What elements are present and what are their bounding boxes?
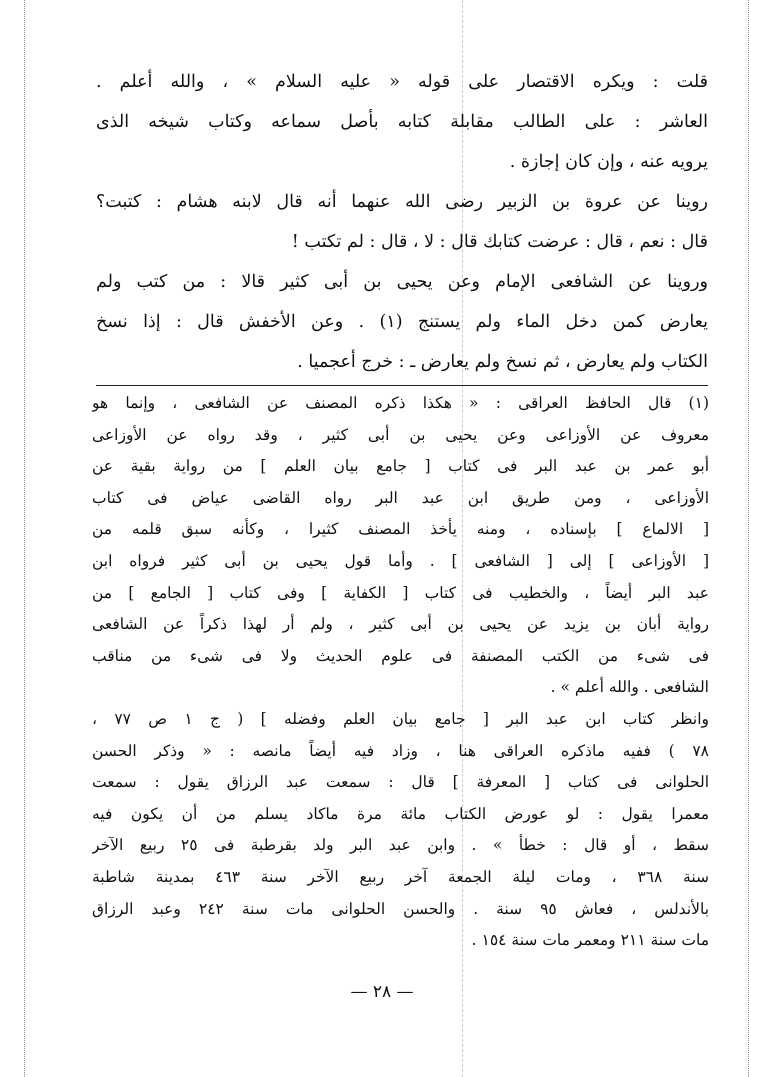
footnote-line: ٧٨ ) ففيه ماذكره العراقى هنا ، وزاد فيه أيضاً مانصه : « وذكر الحسن [92,741,709,760]
footnote-line: معروف عن الأوزاعى وعن يحيى بن أبى كثير ، وقد رواه عن الأوزاعى [92,425,709,444]
footnote-line: [ الالماع ] بإسناده ، ومنه يأخذ المصنف كثيرا ، وكأنه سبق قلمه من [92,520,709,539]
footnote-line: معمرا يقول : لو عورض الكتاب مائة مرة ماكاد يسلم من أن يكون فيه [92,804,709,823]
right-page-edge [748,0,749,1077]
footnote-line: (١) قال الحافظ العراقى : « هكذا ذكره المصنف عن الشافعى ، وإنما هو [92,394,709,412]
footnote-line: الأوزاعى ، ومن طريق ابن عبد البر رواه القاضى عياض فى كتاب [92,488,709,507]
main-text-line: يرويه عنه ، وإن كان إجازة . [509,152,708,172]
main-text-line: قلت : ويكره الاقتصار على قوله « عليه السلام » ، والله أعلم . [96,72,708,92]
footnote-line: الحلوانى فى كتاب [ المعرفة ] قال : سمعت عبد الرزاق يقول : سمعت [92,773,709,792]
footnote-line: سقط ، أو قال : خطأ » . وابن عبد البر ولد بقرطبة فى ٢٥ ربيع الآخر [92,836,709,855]
main-text-line: الكتاب ولم يعارض ، ثم نسخ ولم يعارض ـ : خرج أعجميا . [297,352,708,372]
main-text-line: يعارض كمن دخل الماء ولم يستنج (١) . وعن الأخفش قال : إذا نسخ [96,312,708,332]
footnote-line: [ الأوزاعى ] إلى [ الشافعى ] . وأما قول يحيى بن أبى كثير فرواه ابن [92,551,709,570]
page-number: — ٢٨ — [350,982,414,1002]
footnotes-block [92,388,709,957]
footnote-line: مات سنة ٢١١ ومعمر مات سنة ١٥٤ . [471,931,709,950]
main-text-block [96,62,708,382]
footnote-line: رواية أبان بن يزيد عن يحيى بن أبى كثير ، ولم أر لهذا ذكراً عن الشافعى [92,615,709,634]
footnote-line: بالأندلس ، فعاش ٩٥ سنة . والحسن الحلوانى مات سنة ٢٤٢ وعبد الرزاق [92,899,709,918]
main-text-line: قال : نعم ، قال : عرضت كتابك قال : لا ، قال : لم تكتب ! [291,232,708,252]
footnote-line: وانظر كتاب ابن عبد البر [ جامع بيان العلم وفضله ] ( ج ١ ص ٧٧ ، [92,709,709,728]
left-page-edge [24,0,25,1077]
footnote-line: أبو عمر بن عبد البر فى كتاب [ جامع بيان العلم ] من رواية بقية عن [92,457,709,476]
footnote-line: عبد البر أيضاً ، والخطيب فى كتاب [ الكفاية ] وفى كتاب [ الجامع ] من [92,583,709,602]
main-text-line: روينا عن عروة بن الزبير رضى الله عنهما أنه قال لابنه هشام : كتبت؟ [96,192,708,212]
footnote-line: فى شىء من الكتب المصنفة فى علوم الحديث ولا فى شىء من مناقب [92,646,709,665]
main-text-line: وروينا عن الشافعى الإمام وعن يحيى بن أبى كثير قالا : من كتب ولم [96,272,708,292]
main-text-line: العاشر : على الطالب مقابلة كتابه بأصل سماعه وكتاب شيخه الذى [96,112,708,132]
footnote-line: الشافعى . والله أعلم » . [550,678,709,697]
footnote-separator [96,385,708,386]
footnote-line: سنة ٣٦٨ ، ومات ليلة الجمعة آخر ربيع الآخر سنة ٤٦٣ بمدينة شاطبة [92,867,709,886]
